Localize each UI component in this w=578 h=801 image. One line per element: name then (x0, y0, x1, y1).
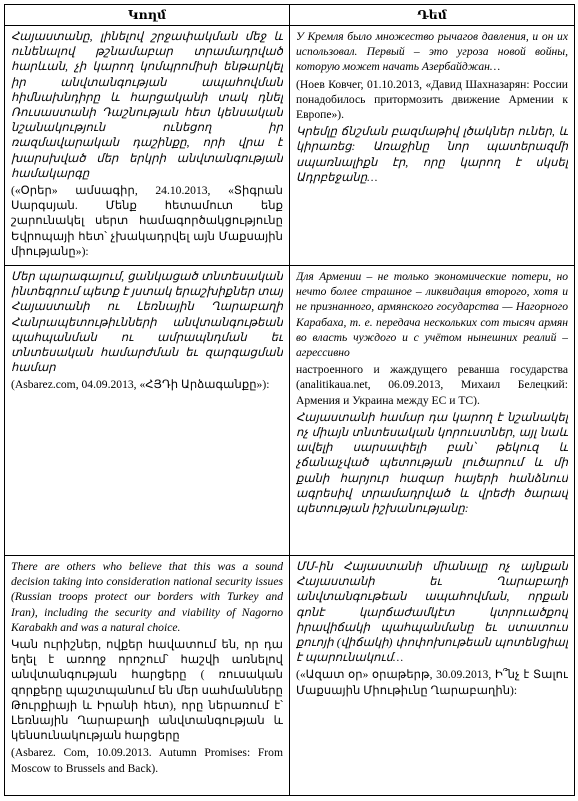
pro-cell (5, 26, 290, 266)
source-citation: (Asbarez. Com, 10.09.2013. Autumn Promises: From Moscow to Brussels and Back). (11, 746, 283, 775)
pro-cell (5, 556, 290, 796)
document-page (4, 4, 574, 795)
con-cell (290, 26, 575, 266)
pro-cell (5, 266, 290, 556)
con-cell (290, 556, 575, 796)
source-citation: (Ноев Ковчег, 01.10.2013, «Давид Шахназарян: России понадобилось притормозить движение Армении к Европе»). (296, 77, 568, 122)
quote-text: Մեր պարագայում, ցանկացած տնտեսական ինտեգրում պետք է յստակ երաշխիքներ տայ Հայաստանի ու Լեռնային Ղարաբաղի Հանրապետութիւնների անվտանգութեան պահպանման ու ամրապնդման եւ տնտեսական համարժման եւ զարգացման համար (11, 270, 283, 375)
source-citation: (Asbarez.com, 04.09.2013, «ՀՅԴի Արձագանքը»): (11, 378, 270, 392)
column-header-con: Դեմ (290, 5, 575, 26)
quote-text: Для Армении – не только экономические потери, но нечто более страшное – ликвидация второго, хотя и не признанного, армянского государства — Нагорного Карабаха, т. е. передача нескольких сот тысяч армян во власть чуждого и с учётом нынешних реалий – агрессивно (296, 270, 568, 360)
con-cell (290, 266, 575, 556)
header-row (5, 5, 575, 26)
source-citation: настроенного и жаждущего реванша государства (analitikaua.net, 06.09.2013, Михаил Белецкий: Армения и Украина между ЕС и ТС). (296, 363, 568, 407)
quote-text: Կրեմլը ճնշման բազմաթիվ լծակներ ուներ, և կիրառեց: Առաջինը նոր պատերազմի սպառնալիքն էր, որը կարող է սկսել Ադրբեջանը… (296, 125, 568, 184)
quote-text: У Кремля было множество рычагов давления, и он их использовал. Первый – это угроза новой войны, которую может начать Азербайджан… (296, 30, 568, 74)
table-row (5, 266, 575, 556)
column-header-pro: Կողմ (5, 5, 290, 26)
comparison-table (4, 4, 575, 796)
quote-text: Հայաստանի համար դա կարող է նշանակել ոչ միայն տնտեսական կորուստներ, այլ նաև ավելի սարսափելի բան՝ թեկուզ և չճանաչված պետության լուծարում և մի քանի հարյուր հազար հայերի հանձնում ագրեսիվ տրամադրված և վրեժի ծարավ պետության իշխանությանը: (296, 410, 568, 516)
quote-text: There are others who believe that this was a sound decision taking into consideration national security issues (Russian troops protect our borders with Turkey and Iran), including the security and viability of Nagorno Karabakh and was a natural choice. (11, 560, 283, 634)
table-row (5, 556, 575, 796)
source-citation: Կան ուրիշներ, ովքեր հավատում են, որ դա եղել է առողջ որոշում՝ հաշվի առնելով անվտանգության հարցերը ( ռուսական զորքերը պաշտպանում են մեր սահմանները Թուրքիայի և Իրանի հետ), որը ներառում է՝ Լեռնային Ղարաբաղի անվտանգության և կենսունակության հարցերը (11, 638, 283, 743)
table-row (5, 26, 575, 266)
source-citation: («Ազատ օր» օրաթերթ, 30.09.2013, Ի՞նչ է Տալու Մաքսային Միութիւնը Ղարաբաղին): (296, 668, 568, 697)
quote-text: ՄՄ-ին Հայաստանի միանալը ոչ այնքան Հայաստանի եւ Ղարաբաղի անվտանգութեան ապահովման, որքան գոնէ կարճաժամկէտ կտրուածքով իրավիճակի պահպանմանը եւ ստատուս քուոյի (վիճակի) փոփոխութեան պոտենցիալ է պարունակում… (296, 560, 568, 665)
source-citation: («Օրեր» ամսագիր, 24.10.2013, «Տիգրան Սարգսյան. Մենք հետամուտ ենք շարունակել սերտ համագործակցությունը Եվրոպայի հետ՝ չխակադրվել այն Մաքսային միությանը»): (11, 184, 283, 258)
quote-text: Հայաստանը, լինելով շրջափակման մեջ և ունենալով թշնամաբար տրամադրված հարևան, չի կարող կոմպրոմիսի ենթարկել իր անվտանգության ապահովման հիմնախնդիրը և հարցականի տակ դնել Ռուսաստանի Դաշնության հետ կենսական նշանակություն ունեցող իր ռազմավարական դաշինքը, որի վրա է խարսխված մեր երկրի անվտանգության համակարգը (11, 30, 283, 180)
